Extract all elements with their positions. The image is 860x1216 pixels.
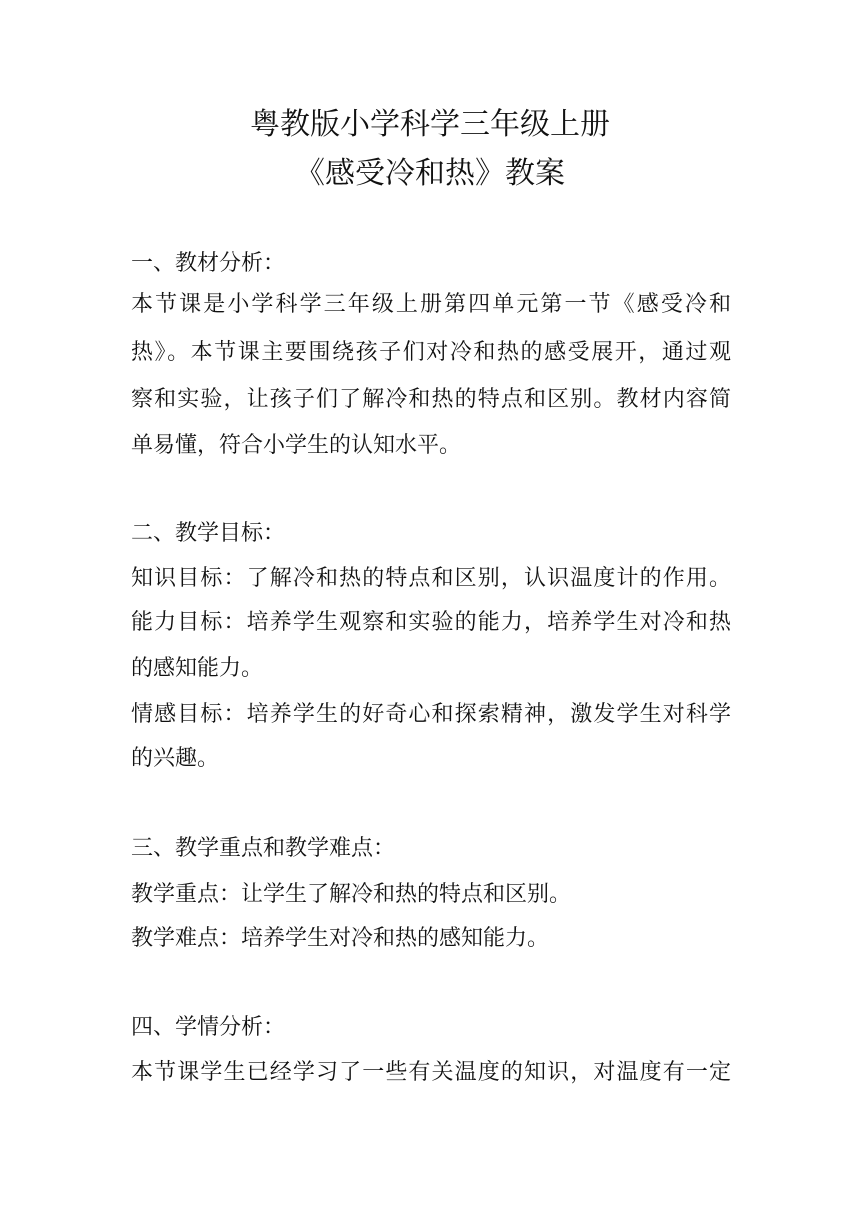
paragraph-line: 的感知能力。	[131, 656, 264, 681]
paragraph-line: 的兴趣。	[131, 746, 220, 771]
section-heading-textbook-analysis: 一、教材分析：	[131, 251, 286, 276]
paragraph-line: 察和实验，让孩子们了解冷和热的特点和区别。教材内容简	[131, 387, 731, 412]
section-heading-learner-analysis: 四、学情分析：	[131, 1015, 286, 1040]
section-heading-key-points: 三、教学重点和教学难点：	[131, 836, 396, 861]
paragraph-line: 知识目标：了解冷和热的特点和区别，认识温度计的作用。	[131, 566, 731, 591]
paragraph-line: 教学重点：让学生了解冷和热的特点和区别。	[131, 882, 572, 907]
document-title-line-2: 《感受冷和热》教案	[295, 156, 565, 191]
paragraph-line: 能力目标：培养学生观察和实验的能力，培养学生对冷和热	[131, 610, 731, 635]
section-heading-teaching-goals: 二、教学目标：	[131, 521, 286, 546]
paragraph-line: 热》。本节课主要围绕孩子们对冷和热的感受展开，通过观	[131, 340, 731, 365]
paragraph-line: 教学难点：培养学生对冷和热的感知能力。	[131, 926, 550, 951]
paragraph-line: 本节课是小学科学三年级上册第四单元第一节《感受冷和	[131, 292, 731, 317]
document-title-line-1: 粤教版小学科学三年级上册	[250, 107, 610, 142]
paragraph-line: 情感目标：培养学生的好奇心和探索精神，激发学生对科学	[131, 702, 731, 727]
paragraph-line: 单易懂，符合小学生的认知水平。	[131, 433, 462, 458]
paragraph-line: 本节课学生已经学习了一些有关温度的知识，对温度有一定	[131, 1060, 731, 1085]
